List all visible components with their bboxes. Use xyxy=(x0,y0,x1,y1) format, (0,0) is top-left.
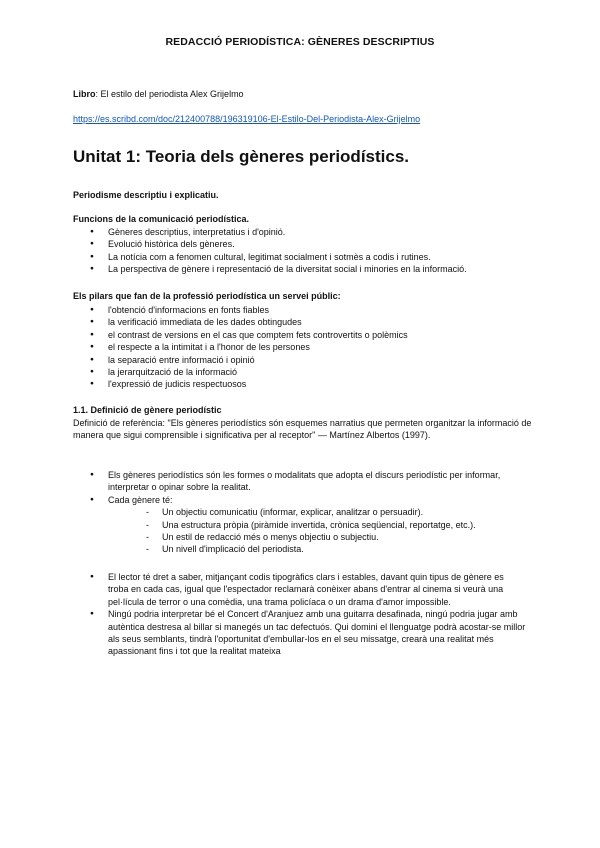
book-text: : El estilo del periodista Alex Grijelmo xyxy=(95,89,244,99)
list-item: ● El lector té dret a saber, mitjançant codis tipogràfics clars i estables, davant quin tipus de gènere es troba en cada cas, igual que l'espectador reclamarà conèixer abans d'entrar al cinema si veurà una pel·lícula de terror o una comèdia, una trama policíaca o un drama d'amor impossible. xyxy=(90,571,526,608)
pilars-heading: Els pilars que fan de la professió periodística un servei públic: xyxy=(73,291,341,301)
sub-list-item: - Un nivell d'implicació del periodista. xyxy=(146,543,526,555)
pilars-list xyxy=(90,304,408,391)
list-item xyxy=(90,494,526,556)
list-item: ● la jerarquització de la informació xyxy=(90,366,408,378)
genres-list xyxy=(90,469,526,556)
section-subheading: Periodisme descriptiu i explicatiu. xyxy=(73,190,219,200)
sub-list-item: - Una estructura pròpia (piràmide invertida, crònica seqüencial, reportatge, etc.). xyxy=(146,519,526,531)
list-item: ● La notícia com a fenomen cultural, legitimat socialment i sotmès a codis i rutines. xyxy=(90,251,467,263)
funcions-heading: Funcions de la comunicació periodística. xyxy=(73,214,250,224)
list-item: ● Evolució històrica dels gèneres. xyxy=(90,238,467,250)
definition-paragraph: Definició de referència: "Els gèneres periodístics són esquemes narratius que permeten organitzar la informació de manera que sigui comprensible i significativa per al receptor" — Martínez Albertos (1997). xyxy=(73,418,532,441)
definition-heading: 1.1. Definició de gènere periodístic xyxy=(73,405,222,415)
list-item: ● l'expressió de judicis respectuosos xyxy=(90,378,408,390)
document-title: REDACCIÓ PERIODÍSTICA: GÈNERES DESCRIPTIUS xyxy=(165,36,435,48)
list-item: ● la verificació immediata de les dades obtingudes xyxy=(90,316,408,328)
book-reference xyxy=(73,88,244,100)
funcions-list xyxy=(90,226,467,276)
list-item: ● Gèneres descriptius, interpretatius i d'opinió. xyxy=(90,226,467,238)
sub-list-item: - Un objectiu comunicatiu (informar, explicar, analitzar o persuadir). xyxy=(146,506,526,518)
source-link-line xyxy=(73,113,420,125)
list-item-label: Cada gènere té: xyxy=(108,494,173,505)
list-item: ● la separació entre informació i opinió xyxy=(90,354,408,366)
list-item: ● el contrast de versions en el cas que comptem fets controvertits o polèmics xyxy=(90,329,408,341)
sub-list-item: - Un estil de redacció més o menys objectiu o subjectiu. xyxy=(146,531,526,543)
book-label: Libro xyxy=(73,89,96,99)
source-link[interactable]: https://es.scribd.com/doc/212400788/196319106-El-Estilo-Del-Periodista-Alex-Grijelmo xyxy=(73,114,421,124)
list-item: ● Els gèneres periodístics són les formes o modalitats que adopta el discurs periodístic per informar, interpretar o opinar sobre la realitat. xyxy=(90,469,526,494)
genre-features-list xyxy=(108,506,526,556)
list-item: ● Ningú podria interpretar bé el Concert d'Aranjuez amb una guitarra desafinada, ningú podria jugar amb autèntica destresa al billar si manegés un tac defectuós. Qui domini el llenguatge podrà acostar-se millor als seus semblants, tindrà l'oportunitat d'embullar-los en el seu missatge, crearà una realitat més apassionant fins i tot que la realitat mateixa xyxy=(90,608,526,658)
list-item: ● l'obtenció d'informacions en fonts fiables xyxy=(90,304,408,316)
list-item: ● el respecte a la intimitat i a l'honor de les persones xyxy=(90,341,408,353)
list-item: ● La perspectiva de gènere i representació de la diversitat social i minories en la informació. xyxy=(90,263,467,275)
reader-list xyxy=(90,571,526,658)
unit-heading: Unitat 1: Teoria dels gèneres periodístics. xyxy=(73,147,410,166)
